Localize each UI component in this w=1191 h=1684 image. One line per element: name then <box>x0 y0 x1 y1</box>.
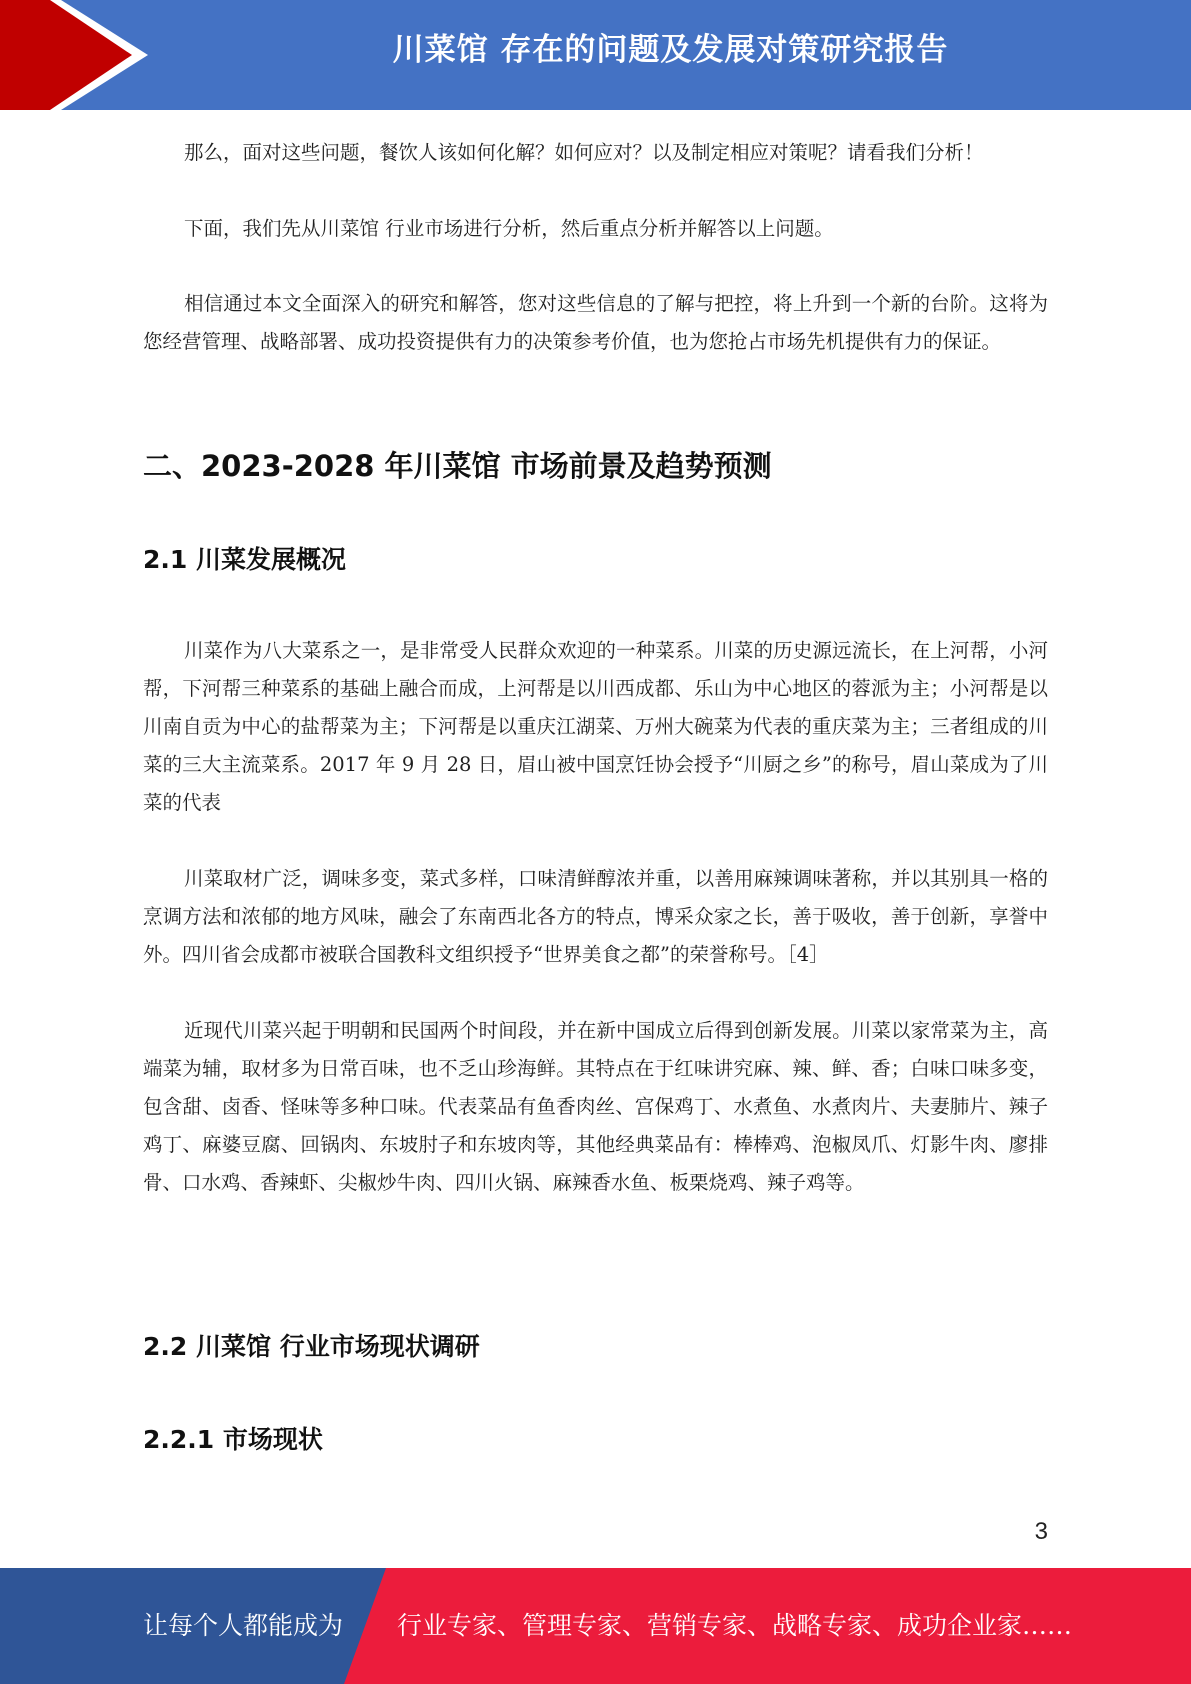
intro-paragraph: 那么，面对这些问题，餐饮人该如何化解？如何应对？以及制定相应对策呢？请看我们分析！ <box>184 141 984 164</box>
report-title: 川菜馆 存在的问题及发展对策研究报告 <box>392 32 949 68</box>
body-paragraph: 川菜取材广泛，调味多变，菜式多样，口味清鲜醇浓并重，以善用麻辣调味著称，并以其别具一格的烹调方法和浓郁的地方风味，融会了东南西北各方的特点，博采众家之长，善于吸收，善于创新，享誉中外。四川省会成都市被联合国教科文组织授予“世界美食之都”的荣誉称号。［4］ <box>143 867 1048 966</box>
footer-slogan-right: 行业专家、管理专家、营销专家、战略专家、成功企业家…… <box>397 1611 1073 1640</box>
page-header <box>0 0 1191 110</box>
footer-slogan-left: 让每个人都能成为 <box>143 1611 344 1640</box>
intro-paragraph: 下面，我们先从川菜馆 行业市场进行分析，然后重点分析并解答以上问题。 <box>184 217 834 240</box>
page-footer <box>0 1568 1191 1684</box>
header-arrow-icon <box>0 0 150 110</box>
section-heading-2-2-1: 2.2.1 市场现状 <box>143 1425 323 1454</box>
body-paragraph: 川菜作为八大菜系之一，是非常受人民群众欢迎的一种菜系。川菜的历史源远流长，在上河帮，小河帮，下河帮三种菜系的基础上融合而成，上河帮是以川西成都、乐山为中心地区的蓉派为主；小河帮是以川南自贡为中心的盐帮菜为主；下河帮是以重庆江湖菜、万州大碗菜为代表的重庆菜为主；三者组成的川菜的三大主流菜系。2017 年 9 月 28 日，眉山被中国烹饪协会授予“川厨之乡”的称号，眉山菜成为了川菜的代表 <box>143 639 1048 814</box>
section-heading-2-2: 2.2 川菜馆 行业市场现状调研 <box>143 1332 480 1361</box>
body-paragraph: 近现代川菜兴起于明朝和民国两个时间段，并在新中国成立后得到创新发展。川菜以家常菜为主，高端菜为辅，取材多为日常百味，也不乏山珍海鲜。其特点在于红味讲究麻、辣、鲜、香；白味口味多变，包含甜、卤香、怪味等多种口味。代表菜品有鱼香肉丝、宫保鸡丁、水煮鱼、水煮肉片、夫妻肺片、辣子鸡丁、麻婆豆腐、回锅肉、东坡肘子和东坡肉等，其他经典菜品有：棒棒鸡、泡椒凤爪、灯影牛肉、廖排骨、口水鸡、香辣虾、尖椒炒牛肉、四川火锅、麻辣香水鱼、板栗烧鸡、辣子鸡等。 <box>143 1019 1048 1194</box>
section-heading-2-1: 2.1 川菜发展概况 <box>143 545 346 574</box>
intro-paragraph: 相信通过本文全面深入的研究和解答，您对这些信息的了解与把控，将上升到一个新的台阶。这将为您经营管理、战略部署、成功投资提供有力的决策参考价值，也为您抢占市场先机提供有力的保证。 <box>143 292 1048 353</box>
page-number: 3 <box>1034 1518 1048 1545</box>
section-heading-2: 二、2023-2028 年川菜馆 市场前景及趋势预测 <box>143 449 772 483</box>
